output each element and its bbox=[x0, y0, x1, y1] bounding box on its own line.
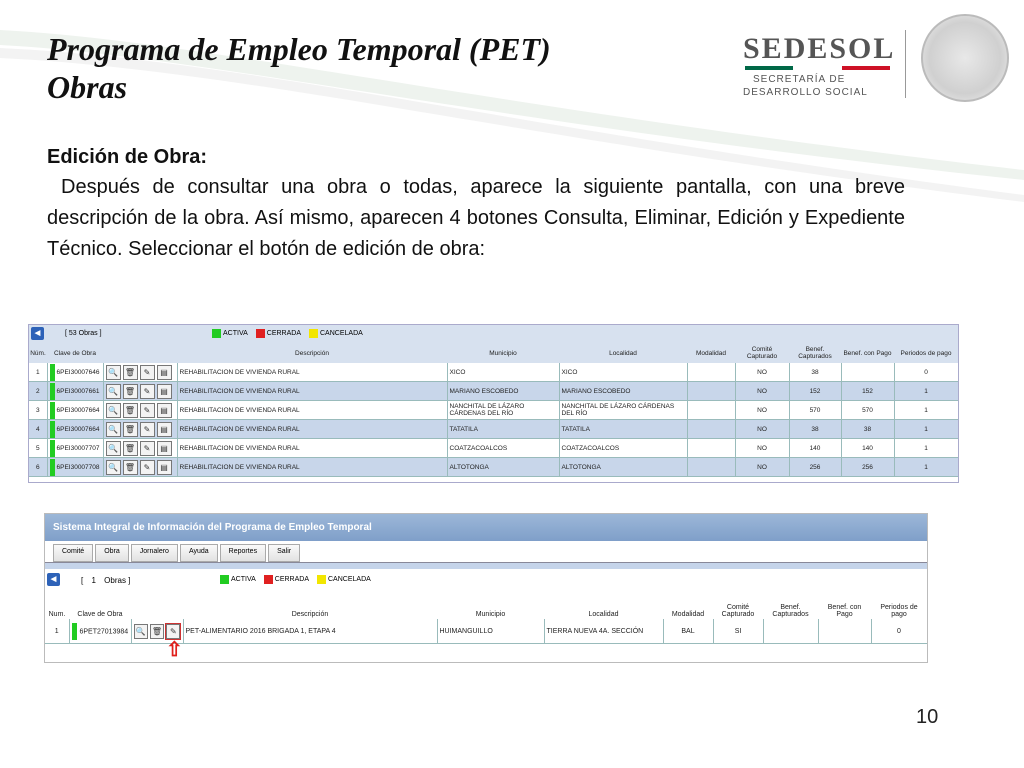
expediente-icon[interactable]: ▤ bbox=[157, 422, 172, 437]
col-periodos: Periodos de pago bbox=[871, 591, 927, 619]
col-localidad: Localidad bbox=[544, 591, 663, 619]
edit-icon[interactable]: ✎ bbox=[140, 365, 155, 380]
clave-text: 6PET27013984 bbox=[79, 627, 129, 635]
row-clave bbox=[47, 382, 103, 401]
row-num: 5 bbox=[29, 439, 47, 458]
row-benef: 140 bbox=[789, 439, 841, 458]
logo-divider bbox=[905, 30, 906, 98]
row-benef: 38 bbox=[789, 363, 841, 382]
status-indicator bbox=[50, 459, 55, 476]
col-actions bbox=[131, 591, 183, 619]
legend-cerrada: CERRADA bbox=[266, 330, 301, 337]
row-municipio: XICO bbox=[447, 363, 559, 382]
logo-wordmark: SEDESOL bbox=[743, 32, 896, 65]
row-municipio: HUIMANGUILLO bbox=[437, 619, 544, 644]
row-desc: REHABILITACION DE VIVIENDA RURAL bbox=[177, 420, 447, 439]
col-pago: Benef. con Pago bbox=[841, 343, 894, 363]
consult-icon[interactable]: 🔍 bbox=[106, 365, 121, 380]
row-municipio: NANCHITAL DE LÁZARO CÁRDENAS DEL RÍO bbox=[447, 401, 559, 420]
table-row[interactable] bbox=[29, 458, 958, 477]
legend-activa: ACTIVA bbox=[223, 330, 248, 337]
col-clave: Clave de Obra bbox=[69, 591, 131, 619]
status-indicator bbox=[50, 383, 55, 400]
legend-swatch-cancelada bbox=[309, 329, 318, 338]
row-clave bbox=[47, 363, 103, 382]
edit-icon[interactable]: ✎ bbox=[140, 403, 155, 418]
delete-icon[interactable]: 🗑 bbox=[123, 365, 138, 380]
col-comite: Comité Capturado bbox=[713, 591, 763, 619]
edit-icon[interactable]: ✎ bbox=[140, 422, 155, 437]
row-modalidad bbox=[687, 439, 735, 458]
col-municipio: Municipio bbox=[447, 343, 559, 363]
row-comite: NO bbox=[735, 401, 789, 420]
delete-icon[interactable]: 🗑 bbox=[123, 441, 138, 456]
row-localidad: ALTOTONGA bbox=[559, 458, 687, 477]
row-municipio: ALTOTONGA bbox=[447, 458, 559, 477]
legend-activa: ACTIVA bbox=[231, 576, 256, 583]
menu-ayuda[interactable]: Ayuda bbox=[180, 544, 218, 562]
row-num: 1 bbox=[29, 363, 47, 382]
table-row[interactable] bbox=[29, 420, 958, 439]
row-localidad: NANCHITAL DE LÁZARO CÁRDENAS DEL RÍO bbox=[559, 401, 687, 420]
clave-text: 6PEI30007664 bbox=[56, 406, 100, 414]
row-desc: REHABILITACION DE VIVIENDA RURAL bbox=[177, 439, 447, 458]
status-indicator bbox=[72, 623, 77, 640]
row-comite: NO bbox=[735, 363, 789, 382]
row-pago: 140 bbox=[841, 439, 894, 458]
row-modalidad bbox=[687, 420, 735, 439]
row-actions bbox=[103, 439, 177, 458]
row-pago: 256 bbox=[841, 458, 894, 477]
obra-detail-table bbox=[45, 591, 928, 644]
row-pago: 152 bbox=[841, 382, 894, 401]
title-line-2: Obras bbox=[47, 69, 128, 105]
row-desc: REHABILITACION DE VIVIENDA RURAL bbox=[177, 382, 447, 401]
row-periodos: 1 bbox=[894, 401, 958, 420]
row-comite: NO bbox=[735, 382, 789, 401]
app-screenshot bbox=[44, 513, 928, 663]
legend-swatch-activa bbox=[212, 329, 221, 338]
count-open: [ bbox=[81, 576, 84, 585]
edit-icon[interactable]: ✎ bbox=[140, 460, 155, 475]
row-num: 2 bbox=[29, 382, 47, 401]
col-num: Num. bbox=[45, 591, 69, 619]
col-clave: Clave de Obra bbox=[47, 343, 103, 363]
legend-cerrada: CERRADA bbox=[274, 576, 309, 583]
expediente-icon[interactable]: ▤ bbox=[157, 441, 172, 456]
row-actions bbox=[103, 401, 177, 420]
col-comite: Comité Capturado bbox=[735, 343, 789, 363]
consult-icon[interactable]: 🔍 bbox=[106, 460, 121, 475]
expediente-icon[interactable]: ▤ bbox=[157, 403, 172, 418]
clave-text: 6PEI30007708 bbox=[56, 463, 100, 471]
col-actions bbox=[103, 343, 177, 363]
title-line-1: Programa de Empleo Temporal (PET) bbox=[47, 31, 551, 67]
app-menu bbox=[45, 541, 927, 562]
row-num: 1 bbox=[45, 619, 69, 644]
obras-count-2 bbox=[81, 576, 130, 585]
col-benef: Benef. Capturados bbox=[789, 343, 841, 363]
legend-swatch-cerrada bbox=[256, 329, 265, 338]
edit-icon[interactable]: ✎ bbox=[140, 441, 155, 456]
body-paragraph: Después de consultar una obra o todas, aparece la siguiente pantalla, con una breve descripción de la obra. Así mismo, aparecen 4 botones Consulta, Eliminar, Edición y Expediente Técnico. Seleccionar el botón de edición de obra: bbox=[47, 176, 905, 260]
table-header-2 bbox=[45, 591, 927, 619]
toolbar-strip bbox=[45, 562, 927, 569]
table-row[interactable] bbox=[29, 401, 958, 420]
count-number: 1 bbox=[91, 576, 96, 585]
back-arrow-icon[interactable]: ◄ bbox=[32, 328, 43, 339]
row-municipio: MARIANO ESCOBEDO bbox=[447, 382, 559, 401]
delete-icon[interactable]: 🗑 bbox=[123, 384, 138, 399]
row-desc: PET-ALIMENTARIO 2016 BRIGADA 1, ETAPA 4 bbox=[183, 619, 437, 644]
legend-swatch-cancelada bbox=[317, 575, 326, 584]
row-comite: NO bbox=[735, 420, 789, 439]
count-label: Obras ] bbox=[104, 576, 131, 585]
row-periodos: 1 bbox=[894, 439, 958, 458]
row-municipio: COATZACOALCOS bbox=[447, 439, 559, 458]
up-arrow-icon: ⇧ bbox=[166, 639, 183, 661]
row-actions bbox=[103, 382, 177, 401]
row-localidad: TATATILA bbox=[559, 420, 687, 439]
row-periodos: 1 bbox=[894, 458, 958, 477]
col-modalidad: Modalidad bbox=[687, 343, 735, 363]
table-header bbox=[29, 343, 958, 363]
row-periodos: 1 bbox=[894, 420, 958, 439]
slide-title bbox=[47, 30, 551, 106]
row-clave bbox=[69, 619, 131, 644]
page-number: 10 bbox=[916, 706, 939, 728]
row-localidad: TIERRA NUEVA 4A. SECCIÓN bbox=[544, 619, 663, 644]
row-comite: NO bbox=[735, 439, 789, 458]
menu-reportes[interactable]: Reportes bbox=[220, 544, 266, 562]
logo-subtitle-2: DESARROLLO SOCIAL bbox=[743, 87, 868, 98]
row-modalidad bbox=[687, 382, 735, 401]
row-modalidad: BAL bbox=[663, 619, 713, 644]
status-indicator bbox=[50, 364, 55, 381]
row-benef: 152 bbox=[789, 382, 841, 401]
menu-salir[interactable]: Salir bbox=[268, 544, 300, 562]
row-pago bbox=[818, 619, 871, 644]
status-indicator bbox=[50, 402, 55, 419]
delete-icon[interactable]: 🗑 bbox=[150, 624, 164, 639]
row-modalidad bbox=[687, 401, 735, 420]
row-benef: 256 bbox=[789, 458, 841, 477]
delete-icon[interactable]: 🗑 bbox=[123, 422, 138, 437]
status-legend-2 bbox=[220, 575, 377, 584]
col-descripcion: Descripción bbox=[177, 343, 447, 363]
col-modalidad: Modalidad bbox=[663, 591, 713, 619]
row-localidad: MARIANO ESCOBEDO bbox=[559, 382, 687, 401]
row-municipio: TATATILA bbox=[447, 420, 559, 439]
row-periodos: 0 bbox=[894, 363, 958, 382]
edit-icon[interactable]: ✎ bbox=[166, 624, 180, 639]
row-num: 6 bbox=[29, 458, 47, 477]
row-localidad: XICO bbox=[559, 363, 687, 382]
row-num: 4 bbox=[29, 420, 47, 439]
delete-icon[interactable]: 🗑 bbox=[123, 403, 138, 418]
col-localidad: Localidad bbox=[559, 343, 687, 363]
legend-swatch-activa bbox=[220, 575, 229, 584]
list-toolbar bbox=[29, 325, 958, 343]
row-desc: REHABILITACION DE VIVIENDA RURAL bbox=[177, 401, 447, 420]
col-descripcion: Descripción bbox=[183, 591, 437, 619]
consult-icon[interactable]: 🔍 bbox=[106, 403, 121, 418]
row-clave bbox=[47, 420, 103, 439]
row-desc: REHABILITACION DE VIVIENDA RURAL bbox=[177, 363, 447, 382]
clave-text: 6PEI30007661 bbox=[56, 387, 100, 395]
expediente-icon[interactable]: ▤ bbox=[157, 384, 172, 399]
logo-stripes bbox=[745, 66, 890, 70]
col-pago: Benef. con Pago bbox=[818, 591, 871, 619]
col-municipio: Municipio bbox=[437, 591, 544, 619]
table-row[interactable] bbox=[29, 363, 958, 382]
row-benef bbox=[763, 619, 818, 644]
obras-list-screenshot bbox=[28, 324, 959, 483]
clave-text: 6PEI30007707 bbox=[56, 444, 100, 452]
row-clave bbox=[47, 401, 103, 420]
col-periodos: Periodos de pago bbox=[894, 343, 958, 363]
obras-table bbox=[29, 343, 959, 477]
row-clave bbox=[47, 458, 103, 477]
expediente-icon[interactable]: ▤ bbox=[157, 365, 172, 380]
col-benef: Benef. Capturados bbox=[763, 591, 818, 619]
row-modalidad bbox=[687, 363, 735, 382]
consult-icon[interactable]: 🔍 bbox=[106, 384, 121, 399]
row-pago: 570 bbox=[841, 401, 894, 420]
row-comite: NO bbox=[735, 458, 789, 477]
sedesol-logo bbox=[735, 28, 1015, 98]
national-seal-icon bbox=[921, 14, 1009, 102]
menu-jornalero[interactable]: Jornalero bbox=[131, 544, 178, 562]
row-periodos: 1 bbox=[894, 382, 958, 401]
col-num: Núm. bbox=[29, 343, 47, 363]
consult-icon[interactable]: 🔍 bbox=[134, 624, 148, 639]
consult-icon[interactable]: 🔍 bbox=[106, 422, 121, 437]
list-toolbar-2 bbox=[45, 569, 927, 591]
legend-cancelada: CANCELADA bbox=[320, 330, 363, 337]
section-heading: Edición de Obra: bbox=[47, 146, 208, 168]
row-periodos: 0 bbox=[871, 619, 927, 644]
row-pago bbox=[841, 363, 894, 382]
row-benef: 570 bbox=[789, 401, 841, 420]
obras-count: [ 53 Obras ] bbox=[65, 330, 102, 337]
table-row[interactable] bbox=[29, 382, 958, 401]
edit-icon[interactable]: ✎ bbox=[140, 384, 155, 399]
menu-comite[interactable]: Comité bbox=[53, 544, 93, 562]
app-title-bar: Sistema Integral de Información del Programa de Empleo Temporal bbox=[45, 514, 927, 541]
legend-cancelada: CANCELADA bbox=[328, 576, 371, 583]
row-num: 3 bbox=[29, 401, 47, 420]
expediente-icon[interactable]: ▤ bbox=[157, 460, 172, 475]
table-row[interactable] bbox=[29, 439, 958, 458]
status-indicator bbox=[50, 421, 55, 438]
legend-swatch-cerrada bbox=[264, 575, 273, 584]
status-legend bbox=[212, 329, 369, 338]
row-actions bbox=[103, 420, 177, 439]
menu-obra[interactable]: Obra bbox=[95, 544, 129, 562]
logo-subtitle-1: SECRETARÍA DE bbox=[753, 74, 846, 85]
row-benef: 38 bbox=[789, 420, 841, 439]
row-actions bbox=[103, 363, 177, 382]
row-actions bbox=[103, 458, 177, 477]
clave-text: 6PEI30007646 bbox=[56, 368, 100, 376]
row-modalidad bbox=[687, 458, 735, 477]
row-pago: 38 bbox=[841, 420, 894, 439]
clave-text: 6PEI30007664 bbox=[56, 425, 100, 433]
row-desc: REHABILITACION DE VIVIENDA RURAL bbox=[177, 458, 447, 477]
back-arrow-icon[interactable]: ◄ bbox=[48, 574, 59, 585]
consult-icon[interactable]: 🔍 bbox=[106, 441, 121, 456]
row-localidad: COATZACOALCOS bbox=[559, 439, 687, 458]
row-comite: SI bbox=[713, 619, 763, 644]
delete-icon[interactable]: 🗑 bbox=[123, 460, 138, 475]
row-clave bbox=[47, 439, 103, 458]
status-indicator bbox=[50, 440, 55, 457]
